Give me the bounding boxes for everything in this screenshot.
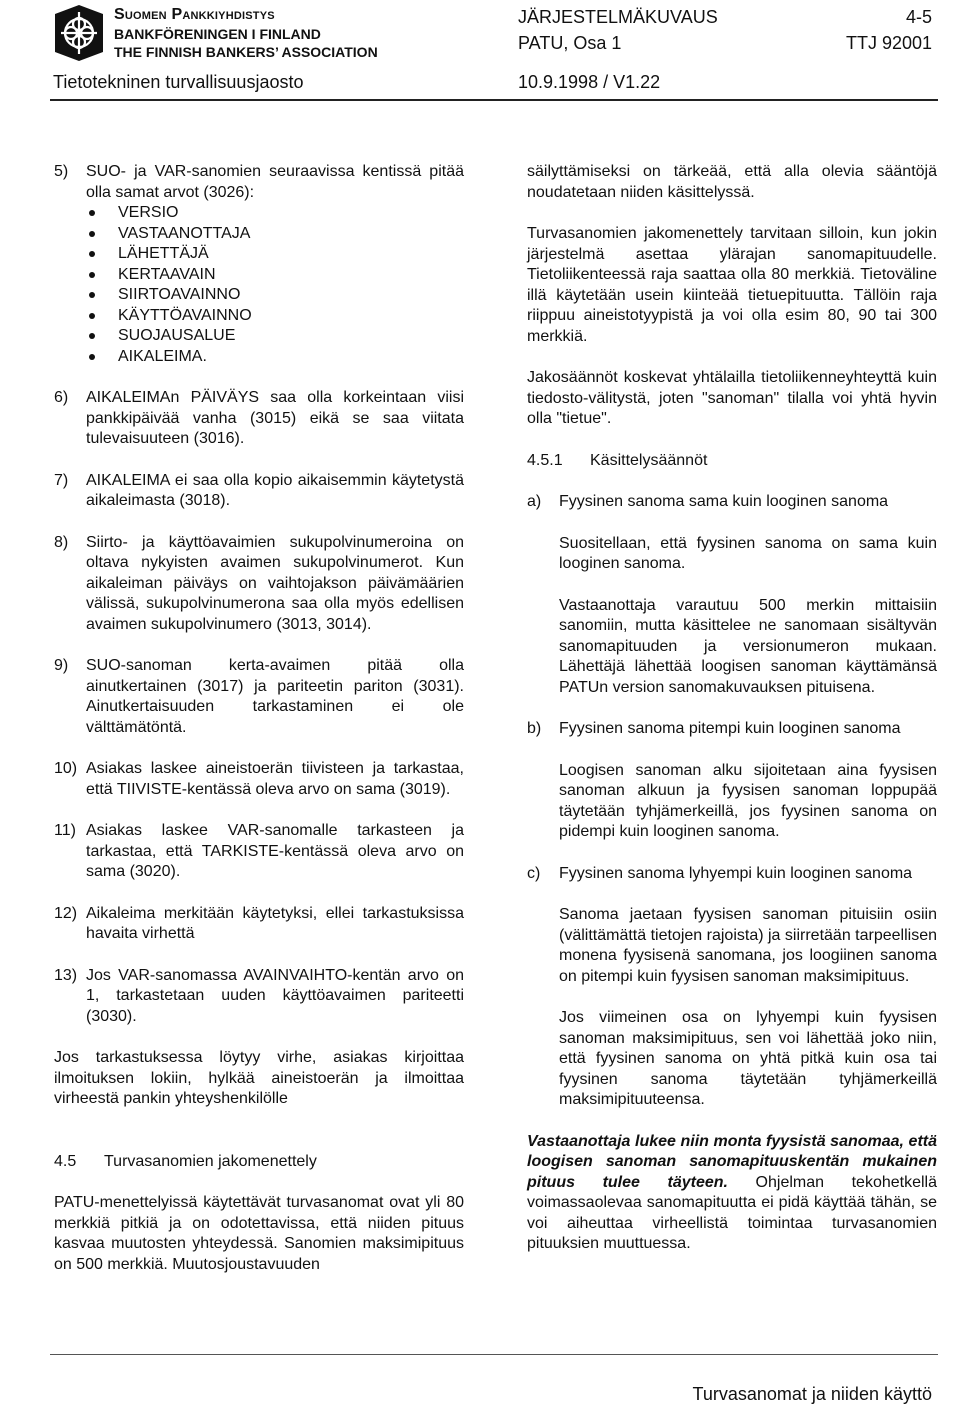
item-text: SUO-sanoman kerta-avaimen pitää olla ainutkertainen (3017) ja pariteetin pariton (3031). Ainutkertaisuuden tarkastaminen ei ole välttämätöntä. bbox=[86, 657, 464, 736]
item-number: 7) bbox=[54, 471, 69, 489]
section-number: 4.5 bbox=[54, 1152, 77, 1170]
rule-paragraph: Vastaanottaja varautuu 500 merkin mittaisiin sanomiin, mutta käsittelee ne sanomaan sisältyvän sanomapituuden ja versionumeron mukaan. Lähettäjä lähettää loogisen sanoman käyttämänsä PATUn version sanomakuvauksen pituisena. bbox=[559, 596, 937, 696]
list-item bbox=[54, 966, 464, 1028]
list-item bbox=[54, 759, 464, 800]
field-list-item: LÄHETTÄJÄ bbox=[54, 244, 464, 265]
bankers-association-logo bbox=[53, 4, 105, 62]
org-name-swedish: BANKFÖRENINGEN I FINLAND bbox=[114, 26, 321, 42]
closing-emphasis: Vastaanottaja lukee niin monta fyysistä sanomaa, että loogisen sanoman sanomapituuskentän mukainen pituus tulee täyteen. bbox=[527, 1132, 937, 1191]
list-item bbox=[54, 821, 464, 883]
item-number: 12) bbox=[54, 904, 78, 922]
rule-title: Fyysinen sanoma pitempi kuin looginen sanoma bbox=[559, 720, 901, 737]
paragraph: säilyttämiseksi on tärkeää, että alla olevia sääntöjä noudatetaan niiden käsittelyssä. bbox=[527, 163, 937, 201]
footer-title: Turvasanomat ja niiden käyttö bbox=[692, 1384, 932, 1404]
right-column bbox=[527, 162, 937, 1255]
rule-heading bbox=[527, 864, 937, 885]
rule-letter: c) bbox=[527, 864, 541, 882]
item-number: 8) bbox=[54, 533, 69, 551]
section-title: Turvasanomien jakomenettely bbox=[104, 1152, 317, 1170]
rule-title: Fyysinen sanoma lyhyempi kuin looginen sanoma bbox=[559, 864, 913, 882]
organization-name bbox=[114, 5, 378, 61]
page-header bbox=[0, 0, 960, 100]
paragraph: Turvasanomien jakomenettely tarvitaan silloin, kun jokin järjestelmä asettaa ylärajan sanomapituudelle. Tietoliikenteessä raja saattaa olla 80 merkkiä. Tietoväline illä käytetään usein kiinteää tietuepituutta. Tällöin raja riippuu aineistotyypistä ja voi olla esim 80, 90 tai 300 merkkiä. bbox=[527, 225, 937, 345]
list-item bbox=[54, 904, 464, 945]
field-list-item: KERTAAVAIN bbox=[54, 265, 464, 286]
footer-divider bbox=[50, 1354, 938, 1355]
rule-letter: b) bbox=[527, 720, 542, 737]
rule-paragraph: Sanoma jaetaan fyysisen sanoman pituisiin osiin (välittämättä tietojen rajoista) ja siirretään tarpeellisen monena fyysisenä sanomana, jos loogiinen sanoma on pitempi kuin fyysisen sanoman maksimipituus. bbox=[559, 906, 937, 985]
list-item bbox=[54, 656, 464, 738]
list-item bbox=[54, 162, 464, 203]
closing-text: Ohjelman tekohetkellä voimassaolevaa sanomapituutta ei pidä käyttää tähän, se voi aiheuttaa virheellistä toimintaa turvasanomien pituuksien muuttuessa. bbox=[527, 1173, 937, 1252]
item-number: 10) bbox=[54, 760, 78, 777]
item-text: AIKALEIMAn PÄIVÄYS saa olla korkeintaan viisi pankkipäivää vanha (3015) eikä se saa viitata tulevaisuuteen (3016). bbox=[86, 389, 464, 447]
paragraph: Jakosäännöt koskevat yhtälailla tietoliikenneyhteyttä kuin tiedosto-välitystä, joten "sanoman" tilalla voi yhtä hyvin olla "tietue". bbox=[527, 369, 937, 427]
field-list-item: VASTAANOTTAJA bbox=[54, 224, 464, 245]
section-number: 4.5.1 bbox=[527, 451, 563, 469]
rule-paragraph: Loogisen sanoman alku sijoitetaan aina fyysisen sanoman alkuun ja fyysisen sanoman loppupää täytetään tyhjämerkeillä, jos fyysinen sanoma on pidempi kuin looginen sanoma. bbox=[559, 761, 937, 840]
rule-title: Fyysinen sanoma sama kuin looginen sanoma bbox=[559, 493, 889, 510]
item-text: SUO- ja VAR-sanomien seuraavissa kentissä pitää olla samat arvot (3026): bbox=[86, 163, 464, 201]
section-heading bbox=[527, 451, 937, 472]
rule-paragraph: Suositellaan, että fyysinen sanoma on sama kuin looginen sanoma. bbox=[559, 534, 937, 572]
field-list-item: SIIRTOAVAINNO bbox=[54, 285, 464, 306]
item-number: 9) bbox=[54, 657, 69, 674]
left-column bbox=[54, 162, 464, 1275]
item-text: Asiakas laskee VAR-sanomalle tarkasteen ja tarkastaa, että TARKISTE-kentässä oleva arvo on sama (3020). bbox=[86, 822, 464, 880]
rule-letter: a) bbox=[527, 493, 542, 510]
department-name: Tietotekninen turvallisuusjaosto bbox=[53, 72, 304, 92]
list-item bbox=[54, 533, 464, 636]
page-info bbox=[846, 4, 932, 56]
document-subtitle: PATU, Osa 1 bbox=[518, 33, 622, 53]
item-number: 13) bbox=[54, 966, 78, 984]
field-list bbox=[54, 203, 464, 367]
rule-heading bbox=[527, 719, 937, 740]
error-paragraph: Jos tarkastuksessa löytyy virhe, asiakas kirjoittaa ilmoituksen lokiin, hylkää aineistoerän ja ilmoittaa virheestä pankin yhteyshenkilölle bbox=[54, 1049, 464, 1107]
header-divider bbox=[50, 99, 938, 101]
field-list-item: SUOJAUSALUE bbox=[54, 326, 464, 347]
page-number: 4-5 bbox=[905, 7, 932, 27]
item-number: 11) bbox=[54, 822, 76, 839]
item-text: Aikaleima merkitään käytetyksi, ellei tarkastuksissa havaita virhettä bbox=[86, 904, 464, 942]
item-number: 5) bbox=[54, 163, 69, 180]
rule-heading bbox=[527, 492, 937, 513]
field-list-item: KÄYTTÖAVAINNO bbox=[54, 306, 464, 327]
closing-paragraph bbox=[527, 1132, 937, 1255]
section-heading bbox=[54, 1152, 464, 1173]
document-code: TTJ 92001 bbox=[845, 33, 932, 53]
org-name-english: THE FINNISH BANKERS’ ASSOCIATION bbox=[114, 44, 378, 60]
item-text: Siirto- ja käyttöavaimien sukupolvinumeroina on oltava nykyisten avaimen sukupolvinumerot. Kun aikaleiman päiväys on vaihtojakson päivämäärien välissä, sukupolvinumerona saa olla myös edellisen avaimen sukupolvinumero (3013, 3014). bbox=[86, 533, 464, 633]
document-info bbox=[518, 4, 718, 56]
list-item bbox=[54, 388, 464, 450]
list-item bbox=[54, 471, 464, 512]
document-version: 10.9.1998 / V1.22 bbox=[518, 72, 661, 92]
item-text: AIKALEIMA ei saa olla kopio aikaisemmin käytetystä aikaleimasta (3018). bbox=[86, 471, 464, 509]
field-list-item: AIKALEIMA. bbox=[54, 347, 464, 368]
item-number: 6) bbox=[54, 389, 69, 406]
field-list-item: VERSIO bbox=[54, 203, 464, 224]
org-name-finnish: Suomen Pankkiyhdistys bbox=[114, 6, 275, 23]
item-text: Asiakas laskee aineistoerän tiivisteen ja tarkastaa, että TIIVISTE-kentässä oleva arvo on sama (3019). bbox=[86, 760, 464, 798]
section-title: Käsittelysäännöt bbox=[590, 451, 708, 469]
document-title: JÄRJESTELMÄKUVAUS bbox=[518, 7, 718, 27]
section-paragraph: PATU-menettelyissä käytettävät turvasanomat ovat yli 80 merkkiä pitkiä ja on odotettavissa, että niiden pituus kasvaa muutosten yhteydessä. Sanomien maksimipituus on 500 merkkiä. Muutosjoustavuuden bbox=[54, 1194, 464, 1273]
rule-paragraph: Jos viimeinen osa on lyhyempi kuin fyysisen sanoman maksimipituus, sen voi lähettää joko niin, että fyysinen sanoma on yhtä pitkä kuin osa tai fyysinen sanoma täytetään tyhjämerkeillä maksimipituuteensa. bbox=[559, 1009, 937, 1108]
item-text: Jos VAR-sanomassa AVAINVAIHTO-kentän arvo on 1, tarkastetaan uuden käyttöavaimen pariteetti (3030). bbox=[86, 966, 464, 1025]
